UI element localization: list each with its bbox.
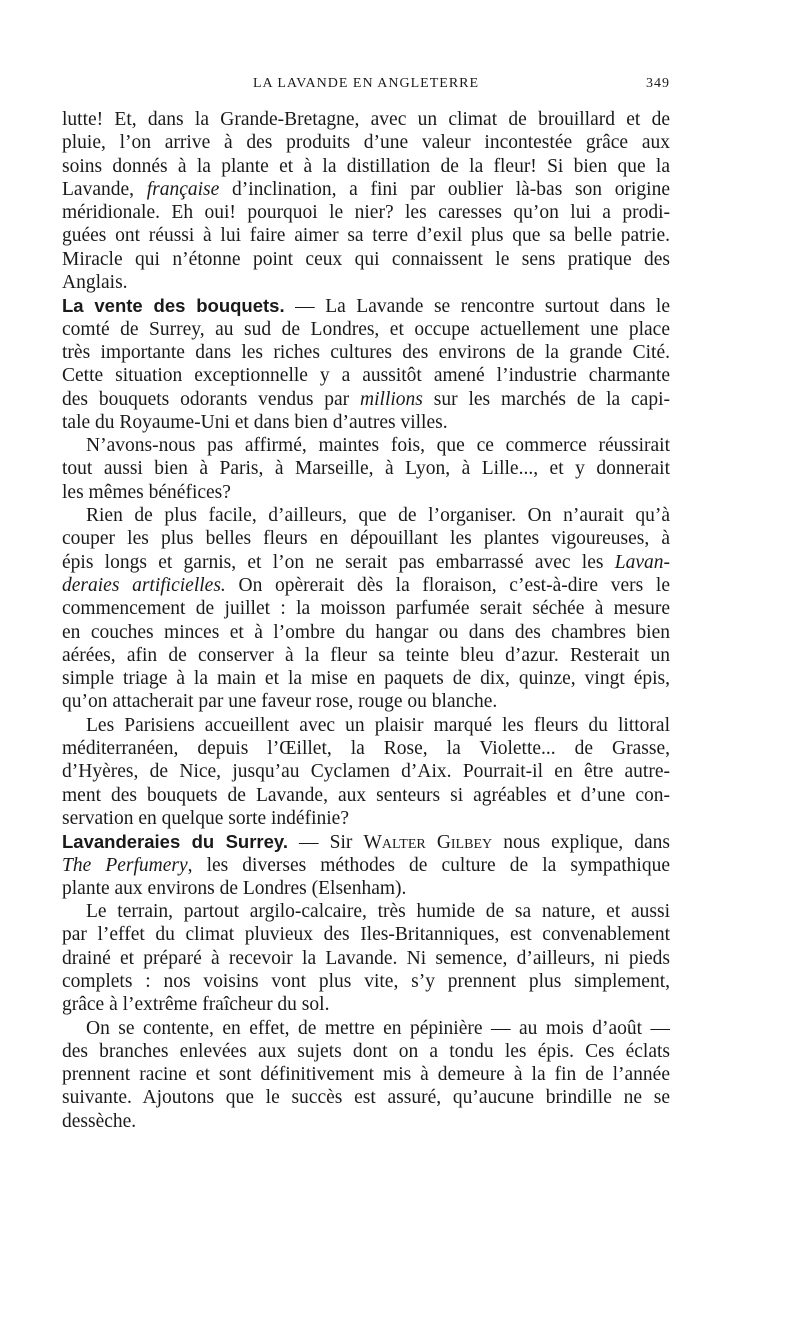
text-line: épis longs et garnis, et l’on ne serait pas embarrassé avec les Lavan-: [62, 551, 670, 573]
section-heading: Lavanderaies du Surrey.: [62, 831, 288, 853]
text-line: complets : nos voisins vont plus vite, s’y prennent plus simplement,: [62, 970, 670, 992]
text-line: qu’on attacherait par une faveur rose, rouge ou blanche.: [62, 691, 498, 713]
text-line: Cette situation exceptionnelle y a aussitôt amené l’industrie charmante: [62, 365, 670, 387]
text-line: Anglais.: [62, 272, 128, 294]
text-line: par l’effet du climat pluvieux des Iles-Britanniques, est convenablement: [62, 924, 670, 946]
text-line: drainé et préparé à recevoir la Lavande. Ni semence, d’ailleurs, ni pieds: [62, 947, 670, 969]
text-line: N’avons-nous pas affirmé, maintes fois, que ce commerce réussirait: [86, 435, 670, 457]
text-line: pluie, l’on arrive à des produits d’une valeur incontestée grâce aux: [62, 132, 670, 154]
text-line: On se contente, en effet, de mettre en pépinière — au mois d’août —: [86, 1017, 670, 1039]
text-line: soins donnés à la plante et à la distillation de la fleur! Si bien que la: [62, 155, 670, 177]
author-name: Walter Gilbey: [363, 832, 493, 854]
text-line: tale du Royaume-Uni et dans bien d’autres villes.: [62, 411, 448, 433]
text-line: simple triage à la main et la mise en paquets de dix, quinze, vingt épis,: [62, 668, 670, 690]
text-line: dessèche.: [62, 1110, 137, 1132]
text-line: tout aussi bien à Paris, à Marseille, à Lyon, à Lille..., et y donnerait: [62, 458, 670, 480]
section-heading-line: La vente des bouquets. — La Lavande se rencontre surtout dans le: [62, 295, 670, 318]
text-line: guées ont réussi à lui faire aimer sa terre d’exil plus que sa belle patrie.: [62, 225, 670, 247]
text-line: plante aux environs de Londres (Elsenham).: [62, 877, 407, 899]
text-line: suivante. Ajoutons que le succès est assuré, qu’aucune brindille ne se: [62, 1087, 670, 1109]
text-line: Rien de plus facile, d’ailleurs, que de l’organiser. On n’aurait qu’à: [86, 505, 670, 527]
text-line: Miracle qui n’étonne point ceux qui connaissent le sens pratique des: [62, 248, 670, 270]
text-line: couper les plus belles fleurs en dépouillant les plantes vigoureuses, à: [62, 528, 670, 550]
text-line: deraies artificielles. On opèrerait dès la floraison, c’est-à-dire vers le: [62, 574, 670, 596]
text-line: en couches minces et à l’ombre du hangar ou dans des chambres bien: [62, 621, 670, 643]
section-heading: La vente des bouquets.: [62, 295, 285, 317]
text-line: prennent racine et sont définitivement mis à demeure à la fin de l’année: [62, 1064, 670, 1086]
text-line: les mêmes bénéfices?: [62, 481, 231, 503]
text-line: aérées, afin de conserver à la fleur sa teinte bleu d’azur. Resterait un: [62, 644, 670, 666]
body-text: [62, 108, 670, 1133]
text-line: commencement de juillet : la moisson parfumée serait séchée à mesure: [62, 598, 670, 620]
text-line: servation en quelque sorte indéfinie?: [62, 807, 349, 829]
publication-title: The Perfumery: [62, 854, 188, 876]
text-line: des branches enlevées aux sujets dont on a tondu les épis. Ces éclats: [62, 1040, 670, 1062]
section-heading-line: Lavanderaies du Surrey. — Sir Walter Gilbey nous explique, dans: [62, 831, 670, 854]
text-line: The Perfumery, les diverses méthodes de culture de la sympathique: [62, 854, 670, 876]
running-header: [62, 76, 670, 96]
text-line: méditerranéen, depuis l’Œillet, la Rose, la Violette... de Grasse,: [62, 738, 670, 760]
text-line: grâce à l’extrême fraîcheur du sol.: [62, 994, 330, 1016]
text-line: ment des bouquets de Lavande, aux senteurs si agréables et d’une con-: [62, 784, 670, 806]
text-line: lutte! Et, dans la Grande-Bretagne, avec un climat de brouillard et de: [62, 109, 670, 130]
page-number: 349: [646, 76, 670, 91]
text-line: Les Parisiens accueillent avec un plaisir marqué les fleurs du littoral: [86, 714, 670, 736]
running-title: LA LAVANDE EN ANGLETERRE: [252, 76, 480, 91]
text-line: très importante dans les riches cultures des environs de la grande Cité.: [62, 341, 670, 363]
text-line: comté de Surrey, au sud de Londres, et occupe actuellement une place: [62, 318, 670, 340]
text-line: méridionale. Eh oui! pourquoi le nier? les caresses qu’on lui a prodi-: [62, 202, 670, 224]
text-line: Le terrain, partout argilo-calcaire, très humide de sa nature, et aussi: [86, 901, 670, 923]
text-line: d’Hyères, de Nice, jusqu’au Cyclamen d’Aix. Pourrait-il en être autre-: [62, 761, 670, 783]
text-line: Lavande, française d’inclination, a fini par oublier là-bas son origine: [62, 178, 670, 200]
text-line: des bouquets odorants vendus par millions sur les marchés de la capi-: [62, 388, 670, 410]
